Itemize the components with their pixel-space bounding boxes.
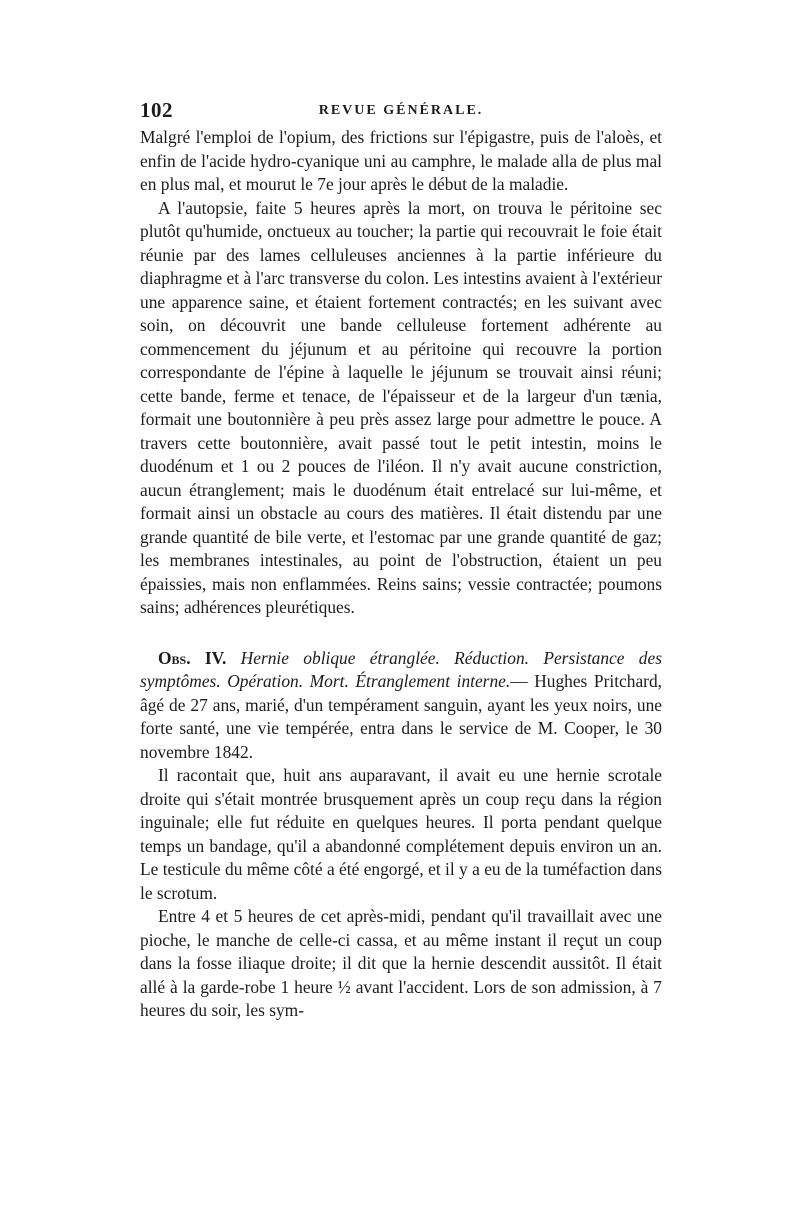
observation-title: Hernie oblique étranglée. Réduction. Persistance des symptômes. Opération. Mort. Étranglement interne. xyxy=(140,647,662,691)
paragraph-4: Il racontait que, huit ans auparavant, il avait eu une hernie scrotale droite qui s'était montrée brusquement après un coup reçu dans la région inguinale; elle fut réduite en quelques heures. Il porta pendant quelque temps un bandage, qu'il a abandonné complétement depuis environ un an. Le testicule du même côté a été engorgé, et il y a eu de la tuméfaction dans le scrotum. xyxy=(140,765,662,903)
paragraph-2: A l'autopsie, faite 5 heures après la mort, on trouva le péritoine sec plutôt qu'humide, onctueux au toucher; la partie qui recouvrait le foie était réunie par des lames celluleuses anciennes à la partie inférieure du diaphragme et à l'arc transverse du colon. Les intestins avaient à l'extérieur une apparence saine, et étaient fortement contractés; en les suivant avec soin, on découvrit une bande celluleuse fortement adhérente au commencement du jéjunum et au péritoine qui recouvre la portion correspondante de l'épine à laquelle le jéjunum se trouvait ainsi réuni; cette bande, ferme et tenace, de l'épaisseur et de la largeur d'un tænia, formait une boutonnière à peu près assez large pour admettre le pouce. A travers cette boutonnière, avait passé tout le petit intestin, moins le duodénum et 1 ou 2 pouces de l'iléon. Il n'y avait aucune constriction, aucun étranglement; mais le duodénum était entrelacé sur lui-même, et formait ainsi un obstacle au cours des matières. Il était distendu par une grande quantité de bile verte, et l'estomac par une grande quantité de gaz; les membranes intestinales, au point de l'obstruction, étaient un peu épaissies, mais non enflammées. Reins sains; vessie contractée; poumons sains; adhérences pleurétiques. xyxy=(140,197,662,617)
body-text xyxy=(140,126,662,1023)
running-title: REVUE GÉNÉRALE. xyxy=(318,103,484,118)
observation-label: Obs. IV. xyxy=(158,647,227,668)
paragraph-1: Malgré l'emploi de l'opium, des frictions sur l'épigastre, puis de l'aloès, et enfin de l'acide hydro-cyanique uni au camphre, le malade alla de plus mal en plus mal, et mourut le 7e jour après le début de la maladie. xyxy=(140,127,662,194)
observation-text: — Hughes Pritchard, âgé de 27 ans, marié, d'un tempérament sanguin, ayant les yeux noirs, une forte santé, une vie tempérée, entra dans le service de M. Cooper, le 30 novembre 1842. xyxy=(140,671,662,762)
document-page xyxy=(140,98,662,1023)
observation-heading-paragraph xyxy=(140,647,662,765)
running-head xyxy=(140,98,662,124)
paragraph-5: Entre 4 et 5 heures de cet après-midi, pendant qu'il travaillait avec une pioche, le manche de celle-ci cassa, et au même instant il reçut un coup dans la fosse iliaque droite; il dit que la hernie descendit aussitôt. Il était allé à la garde-robe 1 heure ½ avant l'accident. Lors de son admission, à 7 heures du soir, les sym- xyxy=(140,906,662,1020)
page-number: 102 xyxy=(140,98,173,122)
section-gap xyxy=(140,620,662,647)
